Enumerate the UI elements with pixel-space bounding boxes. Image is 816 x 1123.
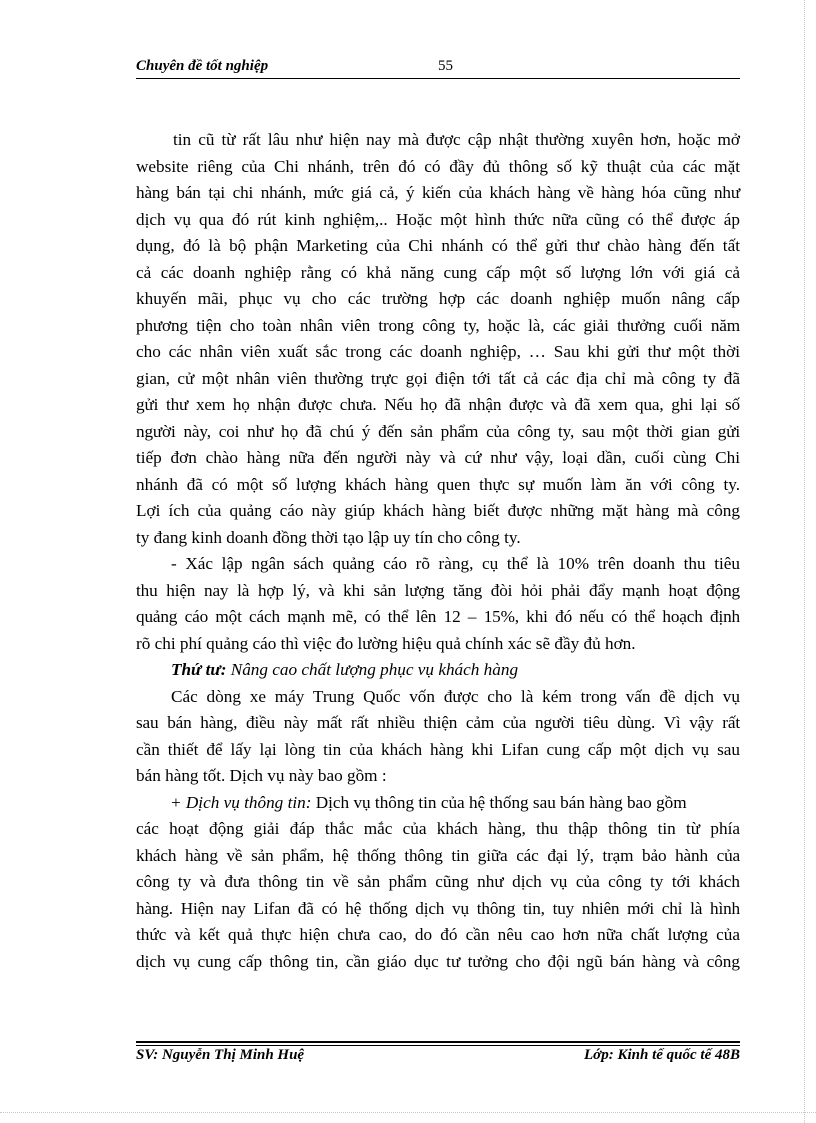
header-rule (136, 78, 740, 79)
text-line: - Xác lập ngân sách quảng cáo rõ ràng, cụ thể là 10% trên doanh thu tiêu (171, 554, 740, 573)
footer-rule (136, 1041, 740, 1043)
page-edge-right (804, 0, 805, 1123)
text-line: tin cũ từ rất lâu như hiện nay mà được cập nhật thường xuyên hơn, hoặc mở (173, 130, 740, 149)
text-line: dịch vụ qua đó rút kinh nghiệm,.. Hoặc một hình thức nữa cũng có thể được áp (136, 209, 740, 229)
body-text (136, 127, 740, 975)
page-number: 55 (438, 58, 453, 74)
text-line: thức và kết quả thực hiện chưa cao, do đó cần nêu cao hơn nữa chất lượng của (136, 925, 740, 944)
subheading-label: + Dịch vụ thông tin: (170, 792, 312, 812)
text-line: tiếp đơn chào hàng nữa đến người này và cứ như vậy, loại dần, cuối cùng Chi (136, 448, 740, 467)
text-line: dụng, đó là bộ phận Marketing của Chi nhánh có thể gửi thư chào hàng đến tất (136, 236, 740, 255)
text-line: các hoạt động giải đáp thắc mắc của khách hàng, thu thập thông tin từ phía (136, 819, 740, 838)
text-line: rõ chi phí quảng cáo thì việc đo lường hiệu quả chính xác sẽ đầy đủ hơn. (136, 633, 636, 653)
text-line: cả các doanh nghiệp rằng có khả năng cung cấp một số lượng lớn với giá cả (136, 262, 740, 282)
text-line: quảng cáo một cách mạnh mẽ, có thể lên 12 – 15%, khi đó nếu có thể hoạch định (136, 607, 740, 626)
section-heading-text: Nâng cao chất lượng phục vụ khách hàng (230, 660, 519, 679)
text-line: thu hiện nay là hợp lý, và khi sản lượng tăng đòi hỏi phải đẩy mạnh hoạt động (136, 580, 740, 600)
page-edge-bottom (0, 1112, 816, 1113)
text-line: phương tiện cho toàn nhân viên trong công ty, hoặc là, các giải thưởng cuối năm (136, 315, 740, 335)
footer-rule-thin (136, 1045, 740, 1046)
text-line: website riêng của Chi nhánh, trên đó có đầy đủ thông số kỹ thuật của các mặt (136, 156, 740, 176)
text-line: hàng. Hiện nay Lifan đã có hệ thống dịch vụ thông tin, tuy nhiên mới chỉ là hình (136, 898, 740, 918)
text-line: công ty và đưa thông tin về sản phẩm cũng như dịch vụ của công ty tới khách (136, 872, 740, 891)
text-line: hàng bán tại chi nhánh, mức giá cả, ý kiến của khách hàng về hàng hóa cũng như (136, 183, 740, 202)
text-line: ty đang kinh doanh đồng thời tạo lập uy tín cho công ty. (136, 527, 521, 547)
text-line: cho các nhân viên xuất sắc trong các doanh nghiệp, … Sau khi gửi thư một thời (136, 342, 740, 361)
text-line: Lợi ích của quảng cáo này giúp khách hàng biết được những mặt hàng mà công (136, 501, 740, 520)
subheading-text: Dịch vụ thông tin của hệ thống sau bán hàng bao gồm (315, 792, 687, 812)
text-line: gian, cử một nhân viên thường trực gọi điện tới tất cả các địa chỉ mà công ty đã (136, 368, 740, 388)
text-line: khuyến mãi, phục vụ cho các trường hợp các doanh nghiệp muốn nâng cấp (136, 289, 740, 308)
footer-student: SV: Nguyễn Thị Minh Huệ (136, 1047, 305, 1063)
footer-class: Lớp: Kinh tế quốc tế 48B (584, 1047, 740, 1063)
text-line: cần thiết để lấy lại lòng tin của khách hàng khi Lifan cung cấp một dịch vụ sau (136, 739, 740, 759)
text-line: gửi thư xem họ nhận được chưa. Nếu họ đã nhận được và đã xem qua, ghi lại số (136, 395, 740, 414)
section-heading-label: Thứ tư: (171, 660, 227, 679)
text-line: khách hàng về sản phẩm, hệ thống thông tin giữa các đại lý, trạm bảo hành của (136, 845, 740, 865)
section-heading (136, 657, 740, 684)
header-title: Chuyên đề tốt nghiệp (136, 58, 269, 74)
text-line: bán hàng tốt. Dịch vụ này bao gồm : (136, 766, 387, 785)
text-line: sau bán hàng, điều này mất rất nhiều thiện cảm của người tiêu dùng. Vì vậy rất (136, 713, 740, 732)
text-line: dịch vụ cung cấp thông tin, cần giáo dục tư tưởng cho đội ngũ bán hàng và công (136, 951, 740, 971)
text-line: Các dòng xe máy Trung Quốc vốn được cho là kém trong vấn đề dịch vụ (171, 686, 740, 706)
subheading-line (136, 790, 740, 817)
text-line: nhánh đã có một số lượng khách hàng quen thực sự muốn làm ăn với công ty. (136, 474, 740, 494)
text-line: người này, coi như họ đã chú ý đến sản phẩm của công ty, sau một thời gian gửi (136, 421, 740, 441)
page-header (136, 58, 740, 78)
